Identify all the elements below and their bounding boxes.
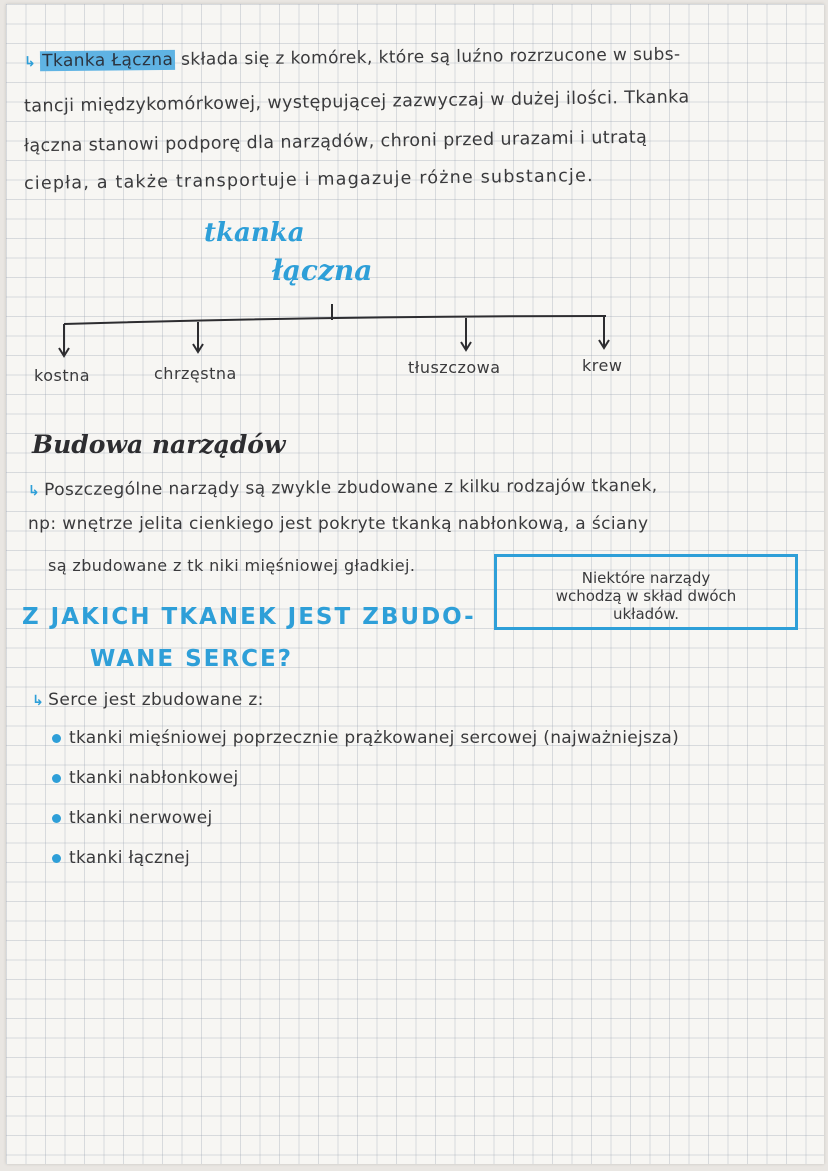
note-line-2: wchodzą w skład dwóch	[555, 587, 737, 605]
question-line-1: Z JAKICH TKANEK JEST ZBUDO-	[22, 604, 476, 630]
heart-item-3	[52, 808, 213, 828]
intro-line-3: łączna stanowi podporę dla narządów, chroni przed urazami i utratą	[23, 127, 648, 157]
curved-arrow-icon: ↳	[23, 54, 37, 71]
heart-item-2-text: tkanki nabłonkowej	[69, 768, 239, 788]
question-line-2: WANE SERCE?	[90, 646, 294, 672]
heart-item-1-text: tkanki mięśniowej poprzecznie prążkowanej sercowej (najważniejsza)	[69, 728, 680, 748]
diagram-title-line-1: tkanka	[204, 218, 305, 248]
note-box	[494, 554, 798, 630]
section-title: Budowa narządów	[32, 430, 286, 459]
highlighted-term: Tkanka Łączna	[42, 49, 174, 72]
note-line-1: Niektóre narządy	[581, 569, 711, 587]
intro-line-1	[24, 45, 681, 72]
branch-label-krew: krew	[582, 356, 623, 375]
notebook-page	[6, 4, 824, 1164]
bullet-dot-icon	[52, 774, 61, 783]
bullet-dot-icon	[52, 854, 61, 863]
intro-line-1-text: składa się z komórek, które są luźno rozrzucone w subs-	[180, 44, 681, 70]
heart-intro	[32, 690, 264, 710]
heart-item-2	[52, 768, 239, 788]
heart-item-3-text: tkanki nerwowej	[69, 808, 213, 828]
heart-item-1	[52, 728, 679, 748]
diagram-title-line-2: łączna	[272, 254, 373, 287]
curved-arrow-icon: ↳	[32, 693, 45, 709]
intro-line-4: ciepła, a także transportuje i magazuje różne substancje.	[23, 166, 594, 194]
bullet-dot-icon	[52, 814, 61, 823]
branch-label-kostna: kostna	[34, 366, 91, 385]
note-line-3: układów.	[612, 605, 679, 623]
intro-line-2: tancji międzykomórkowej, występującej zazwyczaj w dużej ilości. Tkanka	[23, 87, 690, 117]
section-line-3: są zbudowane z tk niki mięśniowej gładkiej.	[48, 556, 416, 575]
heart-intro-text: Serce jest zbudowane z:	[48, 690, 264, 710]
heart-item-4	[52, 848, 190, 868]
heart-item-4-text: tkanki łącznej	[69, 848, 191, 868]
section-line-1-text: Poszczególne narządy są zwykle zbudowane z kilku rodzajów tkanek,	[44, 475, 658, 501]
section-line-1	[28, 476, 658, 500]
section-line-2: np: wnętrze jelita cienkiego jest pokryte tkanką nabłonkową, a ściany	[28, 514, 649, 534]
curved-arrow-icon: ↳	[27, 483, 41, 500]
branch-label-chrzestna: chrzęstna	[154, 364, 237, 383]
branch-label-tluszczowa: tłuszczowa	[408, 358, 501, 377]
bullet-dot-icon	[52, 734, 61, 743]
